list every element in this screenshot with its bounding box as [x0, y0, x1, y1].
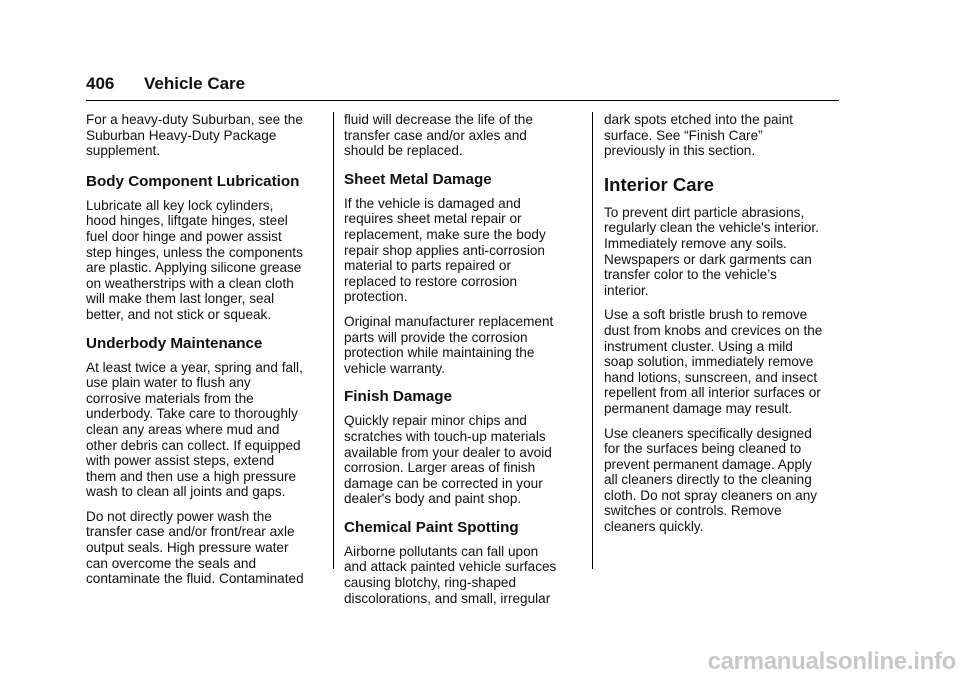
- finish-damage-paragraph: Quickly repair minor chips and scratches with touch-up materials available from your dealer to avoid corrosion. Larger areas of finish damage can be corrected in your dealer's body and paint shop.: [344, 413, 552, 507]
- watermark: carmanualsonline.info: [707, 648, 956, 675]
- page-number: 406: [86, 74, 115, 93]
- text-column-1: [86, 112, 322, 596]
- continued-paragraph: fluid will decrease the life of the transfer case and/or axles and should be replaced.: [344, 112, 533, 159]
- body-lubrication-heading: Body Component Lubrication: [86, 172, 300, 190]
- interior-care-paragraph: Use cleaners specifically designed for the surfaces being cleaned to prevent permanent damage. Apply all cleaners directly to the cleaning cloth. Do not spray cleaners on any switches or controls. Remove cleaners quickly.: [604, 425, 818, 535]
- interior-care-heading: Interior Care: [604, 173, 715, 195]
- chemical-paint-paragraph: Airborne pollutants can fall upon and attack painted vehicle surfaces causing blotchy, ring-shaped discolorations, and small, irregular: [344, 543, 557, 606]
- finish-damage-heading: Finish Damage: [344, 388, 453, 406]
- underbody-paragraph: Do not directly power wash the transfer case and/or front/rear axle output seals. High pressure water can overcome the seals and contaminate the fluid. Contaminated: [86, 508, 304, 587]
- text-column-3: [604, 112, 840, 544]
- sheet-metal-paragraph: Original manufacturer replacement parts will provide the corrosion protection while maintaining the vehicle warranty.: [344, 313, 554, 376]
- page-header: [86, 68, 839, 101]
- underbody-maintenance-heading: Underbody Maintenance: [86, 334, 263, 352]
- continued-paragraph: dark spots etched into the paint surface. See “Finish Care” previously in this section.: [604, 112, 793, 159]
- interior-care-paragraph: To prevent dirt particle abrasions, regularly clean the vehicle's interior. Immediately remove any soils. Newspapers or dark garments can transfer color to the vehicle’s interior.: [604, 204, 819, 298]
- section-title: Vehicle Care: [144, 74, 246, 93]
- interior-care-paragraph: Use a soft bristle brush to remove dust from knobs and crevices on the instrument cluster. Using a mild soap solution, immediately remove hand lotions, sunscreen, and insect repellent from all interior surfaces or permanent damage may result.: [604, 307, 823, 416]
- chemical-paint-spotting-heading: Chemical Paint Spotting: [344, 518, 519, 536]
- underbody-paragraph: At least twice a year, spring and fall, use plain water to flush any corrosive materials from the underbody. Take care to thoroughly clean any areas where mud and other debris can collect. If equipped with power assist steps, extend them and then use a high pressure wash to clean all joints and gaps.: [86, 359, 303, 500]
- sheet-metal-paragraph: If the vehicle is damaged and requires sheet metal repair or replacement, make sure the body repair shop applies anti-corrosion material to parts repaired or replaced to restore corrosion protection.: [344, 195, 546, 305]
- sheet-metal-damage-heading: Sheet Metal Damage: [344, 170, 492, 188]
- column-divider: [592, 112, 593, 569]
- column-divider: [333, 112, 334, 569]
- body-lubrication-paragraph: Lubricate all key lock cylinders, hood hinges, liftgate hinges, steel fuel door hinge and power assist step hinges, unless the components are plastic. Applying silicone grease on weatherstrips with a clean cloth will make them last longer, seal better, and not stick or squeak.: [86, 197, 303, 322]
- intro-paragraph: For a heavy-duty Suburban, see the Suburban Heavy-Duty Package supplement.: [86, 112, 303, 159]
- text-column-2: [344, 112, 582, 615]
